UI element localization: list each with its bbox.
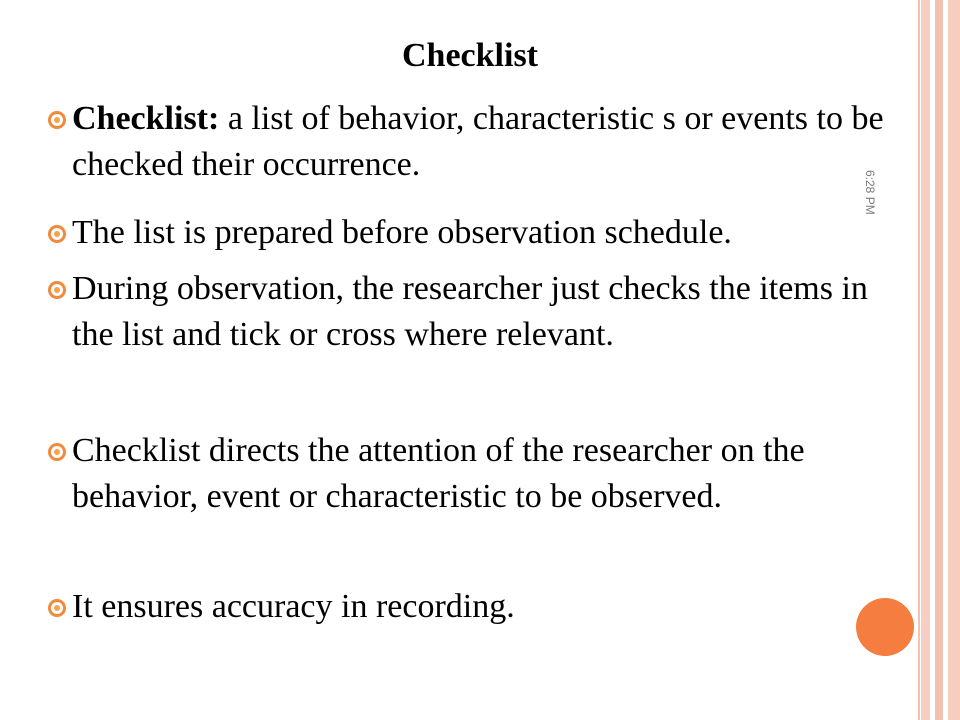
bullet-marker-icon — [48, 111, 66, 129]
bullet-marker-icon — [48, 225, 66, 243]
decorative-stripe — [935, 0, 943, 720]
bullet-marker-icon — [48, 281, 66, 299]
bullet-definition: a list of behavior, characteristic s or events to be checked their occurrence. — [72, 100, 884, 183]
bullet-item — [48, 428, 898, 520]
bullet-item — [48, 210, 898, 256]
decorative-stripe — [921, 0, 930, 720]
slide-title: Checklist — [402, 37, 538, 74]
bullet-term: Checklist: — [72, 100, 220, 137]
bullet-text — [72, 96, 898, 188]
bullet-text: The list is prepared before observation schedule. — [72, 214, 732, 251]
bullet-text: Checklist directs the attention of the researcher on the behavior, event or characteristic to be observed. — [72, 432, 805, 515]
bullet-text: It ensures accuracy in recording. — [72, 588, 515, 625]
bullet-item — [48, 584, 898, 630]
bullet-item — [48, 266, 898, 358]
decorative-stripe — [948, 0, 960, 720]
bullet-text: During observation, the researcher just checks the items in the list and tick or cross where relevant. — [72, 270, 868, 353]
orange-circle-decoration — [856, 598, 914, 656]
bullet-item — [48, 96, 898, 188]
decorative-stripe — [918, 0, 920, 720]
time-label: 6:28 PM — [863, 170, 877, 215]
bullet-marker-icon — [48, 443, 66, 461]
bullet-marker-icon — [48, 599, 66, 617]
